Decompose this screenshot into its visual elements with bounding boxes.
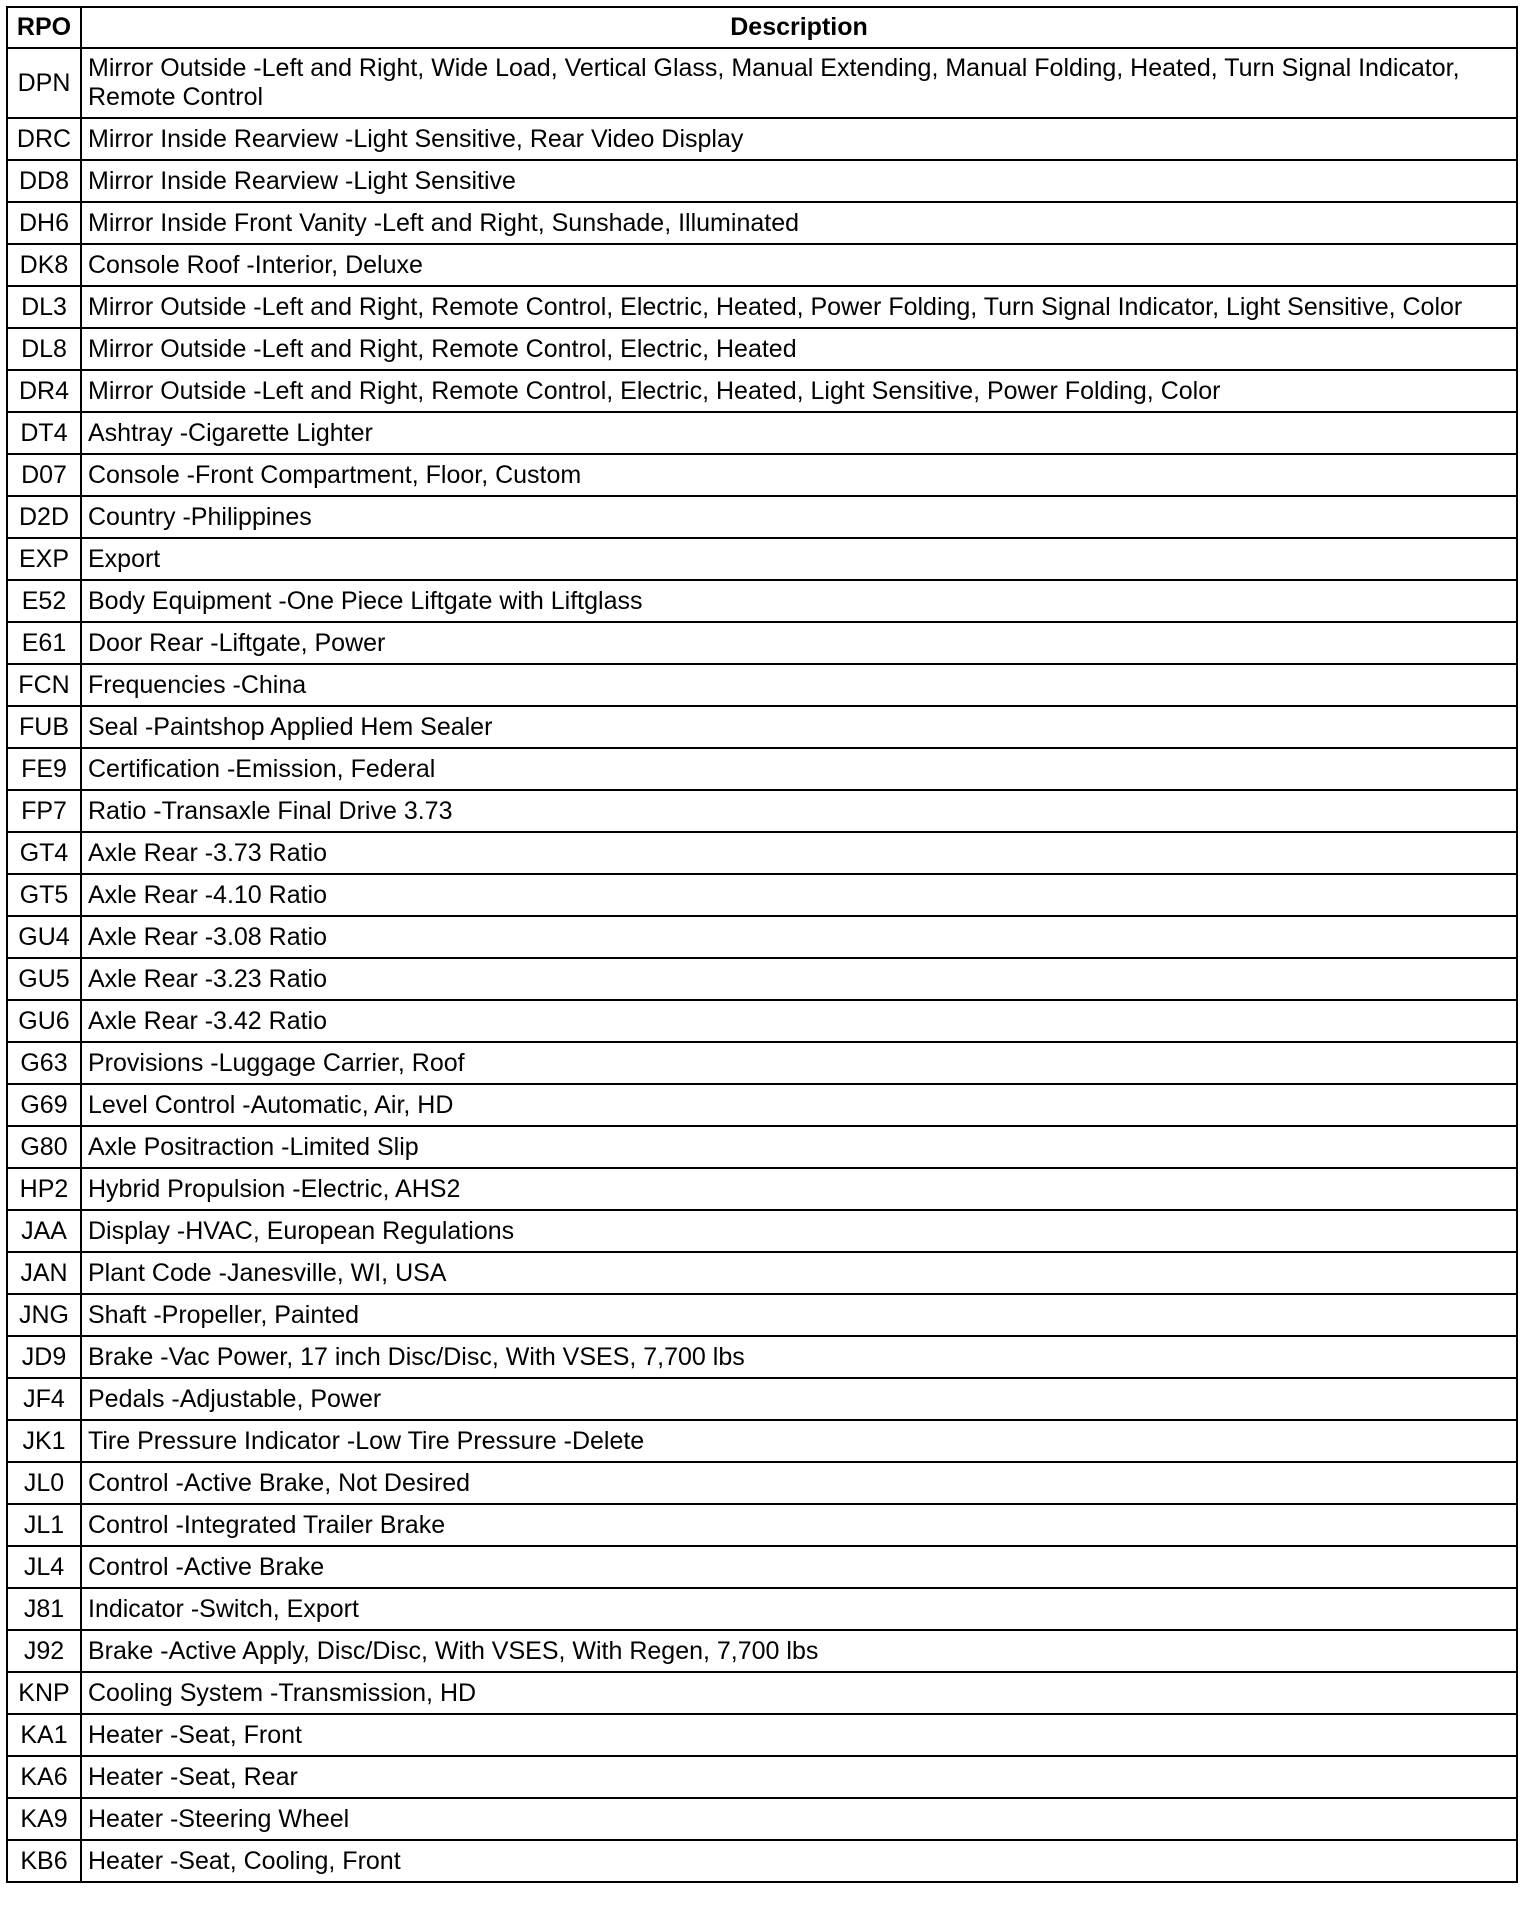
rpo-code: D07: [7, 454, 81, 496]
rpo-code: E61: [7, 622, 81, 664]
table-row: [7, 1210, 1517, 1252]
rpo-code: GU6: [7, 1000, 81, 1042]
table-row: [7, 328, 1517, 370]
table-row: [7, 1252, 1517, 1294]
table-row: [7, 538, 1517, 580]
rpo-description: Heater -Seat, Front: [81, 1714, 1517, 1756]
rpo-code: JAN: [7, 1252, 81, 1294]
rpo-description: Mirror Outside -Left and Right, Remote Control, Electric, Heated, Power Folding, Turn Signal Indicator, Light Sensitive, Color: [81, 286, 1517, 328]
rpo-description: Display -HVAC, European Regulations: [81, 1210, 1517, 1252]
rpo-description: Body Equipment -One Piece Liftgate with Liftglass: [81, 580, 1517, 622]
rpo-code: DT4: [7, 412, 81, 454]
rpo-description: Shaft -Propeller, Painted: [81, 1294, 1517, 1336]
rpo-description: Frequencies -China: [81, 664, 1517, 706]
rpo-description: Seal -Paintshop Applied Hem Sealer: [81, 706, 1517, 748]
rpo-description: Ashtray -Cigarette Lighter: [81, 412, 1517, 454]
table-row: [7, 1378, 1517, 1420]
rpo-description: Heater -Steering Wheel: [81, 1798, 1517, 1840]
rpo-description: Heater -Seat, Rear: [81, 1756, 1517, 1798]
table-row: [7, 370, 1517, 412]
rpo-description: Mirror Inside Rearview -Light Sensitive, Rear Video Display: [81, 118, 1517, 160]
table-row: [7, 748, 1517, 790]
rpo-description: Indicator -Switch, Export: [81, 1588, 1517, 1630]
table-row: [7, 412, 1517, 454]
rpo-description: Heater -Seat, Cooling, Front: [81, 1840, 1517, 1882]
rpo-code: DK8: [7, 244, 81, 286]
table-row: [7, 1840, 1517, 1882]
table-row: [7, 874, 1517, 916]
rpo-description: Door Rear -Liftgate, Power: [81, 622, 1517, 664]
rpo-code: JL0: [7, 1462, 81, 1504]
table-row: [7, 286, 1517, 328]
table-row: [7, 1588, 1517, 1630]
rpo-description: Mirror Outside -Left and Right, Remote Control, Electric, Heated, Light Sensitive, Power Folding, Color: [81, 370, 1517, 412]
rpo-description: Pedals -Adjustable, Power: [81, 1378, 1517, 1420]
rpo-code: DD8: [7, 160, 81, 202]
table-row: [7, 1126, 1517, 1168]
rpo-description: Control -Integrated Trailer Brake: [81, 1504, 1517, 1546]
rpo-description: Level Control -Automatic, Air, HD: [81, 1084, 1517, 1126]
rpo-code: DL3: [7, 286, 81, 328]
rpo-code: GT4: [7, 832, 81, 874]
rpo-description: Axle Positraction -Limited Slip: [81, 1126, 1517, 1168]
rpo-description: Certification -Emission, Federal: [81, 748, 1517, 790]
rpo-description: Plant Code -Janesville, WI, USA: [81, 1252, 1517, 1294]
table-row: [7, 1546, 1517, 1588]
table-row: [7, 1042, 1517, 1084]
rpo-description: Tire Pressure Indicator -Low Tire Pressure -Delete: [81, 1420, 1517, 1462]
rpo-code: KA6: [7, 1756, 81, 1798]
rpo-table: [6, 6, 1518, 1883]
table-row: [7, 454, 1517, 496]
table-row: [7, 1714, 1517, 1756]
rpo-description: Cooling System -Transmission, HD: [81, 1672, 1517, 1714]
table-row: [7, 1672, 1517, 1714]
rpo-description: Brake -Vac Power, 17 inch Disc/Disc, With VSES, 7,700 lbs: [81, 1336, 1517, 1378]
header-rpo: RPO: [7, 7, 81, 48]
rpo-description: Control -Active Brake: [81, 1546, 1517, 1588]
rpo-code: G63: [7, 1042, 81, 1084]
table-row: [7, 1504, 1517, 1546]
rpo-description: Axle Rear -3.73 Ratio: [81, 832, 1517, 874]
table-row: [7, 706, 1517, 748]
rpo-description: Axle Rear -3.08 Ratio: [81, 916, 1517, 958]
rpo-code: FUB: [7, 706, 81, 748]
table-row: [7, 622, 1517, 664]
rpo-code: DPN: [7, 48, 81, 118]
rpo-code: GT5: [7, 874, 81, 916]
rpo-code: FCN: [7, 664, 81, 706]
rpo-code: DH6: [7, 202, 81, 244]
table-row: [7, 1336, 1517, 1378]
rpo-description: Console Roof -Interior, Deluxe: [81, 244, 1517, 286]
rpo-description: Control -Active Brake, Not Desired: [81, 1462, 1517, 1504]
table-header-row: [7, 7, 1517, 48]
rpo-description: Export: [81, 538, 1517, 580]
rpo-code: GU5: [7, 958, 81, 1000]
rpo-description: Axle Rear -3.42 Ratio: [81, 1000, 1517, 1042]
rpo-code: HP2: [7, 1168, 81, 1210]
rpo-description: Mirror Inside Rearview -Light Sensitive: [81, 160, 1517, 202]
table-row: [7, 1000, 1517, 1042]
rpo-code: D2D: [7, 496, 81, 538]
rpo-code: JL4: [7, 1546, 81, 1588]
rpo-description: Mirror Inside Front Vanity -Left and Right, Sunshade, Illuminated: [81, 202, 1517, 244]
rpo-description: Ratio -Transaxle Final Drive 3.73: [81, 790, 1517, 832]
rpo-code: DL8: [7, 328, 81, 370]
table-row: [7, 118, 1517, 160]
table-row: [7, 48, 1517, 118]
table-row: [7, 832, 1517, 874]
table-row: [7, 496, 1517, 538]
table-row: [7, 916, 1517, 958]
rpo-description: Axle Rear -3.23 Ratio: [81, 958, 1517, 1000]
rpo-code: JNG: [7, 1294, 81, 1336]
table-row: [7, 160, 1517, 202]
rpo-code: J92: [7, 1630, 81, 1672]
table-row: [7, 1168, 1517, 1210]
rpo-description: Mirror Outside -Left and Right, Remote Control, Electric, Heated: [81, 328, 1517, 370]
rpo-description: Axle Rear -4.10 Ratio: [81, 874, 1517, 916]
rpo-code: KNP: [7, 1672, 81, 1714]
table-row: [7, 1420, 1517, 1462]
rpo-code: G80: [7, 1126, 81, 1168]
rpo-code: DRC: [7, 118, 81, 160]
table-row: [7, 790, 1517, 832]
rpo-code: G69: [7, 1084, 81, 1126]
rpo-description: Country -Philippines: [81, 496, 1517, 538]
table-row: [7, 1756, 1517, 1798]
rpo-code: J81: [7, 1588, 81, 1630]
rpo-code: DR4: [7, 370, 81, 412]
rpo-code: E52: [7, 580, 81, 622]
table-row: [7, 958, 1517, 1000]
table-row: [7, 1294, 1517, 1336]
rpo-description: Provisions -Luggage Carrier, Roof: [81, 1042, 1517, 1084]
rpo-code: KA9: [7, 1798, 81, 1840]
rpo-code: JAA: [7, 1210, 81, 1252]
rpo-code: JK1: [7, 1420, 81, 1462]
table-row: [7, 1630, 1517, 1672]
rpo-code: JF4: [7, 1378, 81, 1420]
table-row: [7, 1462, 1517, 1504]
rpo-code: JL1: [7, 1504, 81, 1546]
table-row: [7, 580, 1517, 622]
table-row: [7, 1084, 1517, 1126]
rpo-description: Brake -Active Apply, Disc/Disc, With VSES, With Regen, 7,700 lbs: [81, 1630, 1517, 1672]
rpo-code: FE9: [7, 748, 81, 790]
rpo-code: KB6: [7, 1840, 81, 1882]
rpo-code: KA1: [7, 1714, 81, 1756]
rpo-description: Mirror Outside -Left and Right, Wide Load, Vertical Glass, Manual Extending, Manual Folding, Heated, Turn Signal Indicator, Remote Control: [81, 48, 1517, 118]
table-row: [7, 664, 1517, 706]
rpo-code: JD9: [7, 1336, 81, 1378]
header-description: Description: [81, 7, 1517, 48]
rpo-description: Console -Front Compartment, Floor, Custom: [81, 454, 1517, 496]
table-row: [7, 202, 1517, 244]
table-row: [7, 244, 1517, 286]
rpo-code: GU4: [7, 916, 81, 958]
table-body: [7, 48, 1517, 1882]
rpo-description: Hybrid Propulsion -Electric, AHS2: [81, 1168, 1517, 1210]
table-row: [7, 1798, 1517, 1840]
rpo-code: EXP: [7, 538, 81, 580]
rpo-code: FP7: [7, 790, 81, 832]
